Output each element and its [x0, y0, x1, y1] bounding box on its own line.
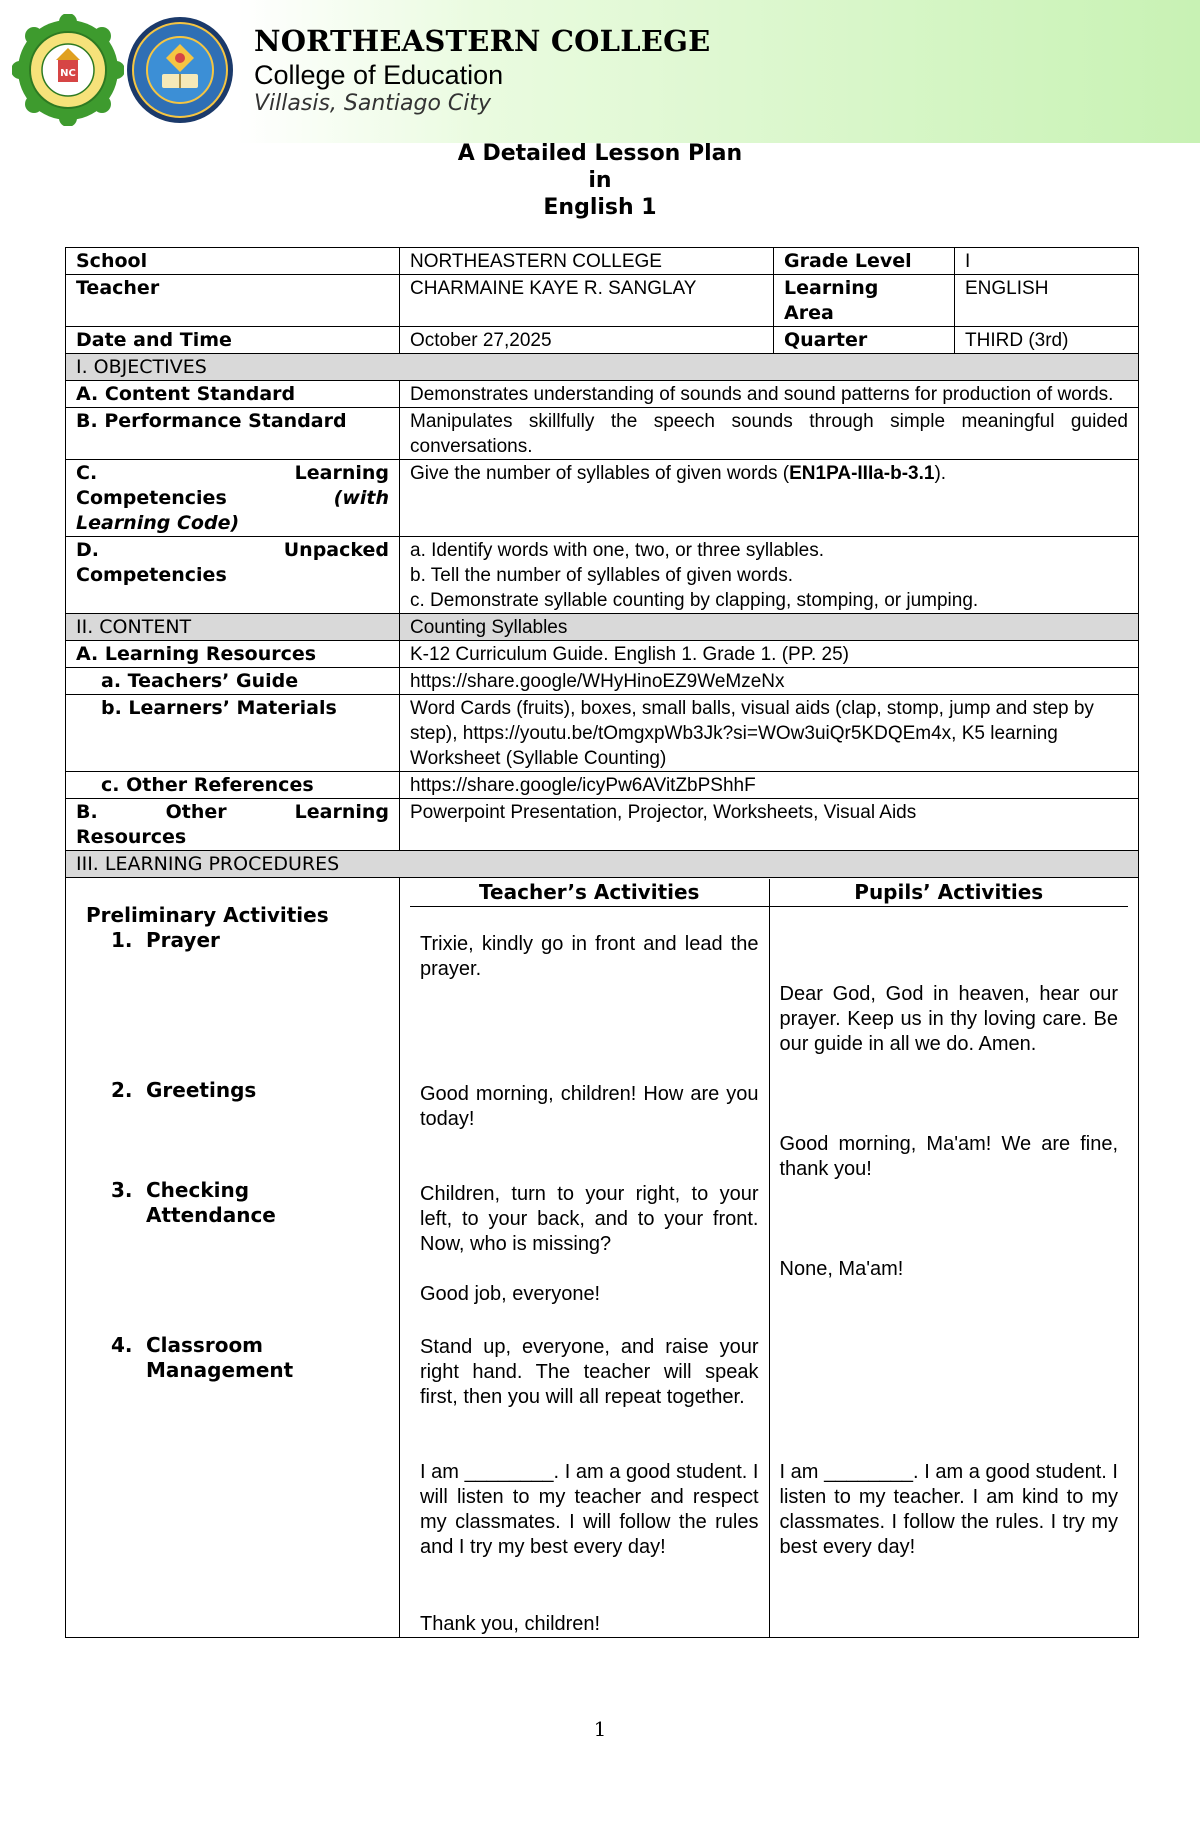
pupil-pledge: I am ________. I am a good student. I listen to my teacher. I am kind to my classmates. I follow the rules. I try my best every day! — [779, 1461, 1118, 1558]
learning-resources-row — [66, 641, 1139, 668]
school-row — [66, 248, 1139, 275]
performance-standard-value: Manipulates skillfully the speech sounds through simple meaningful guided conversations. — [400, 408, 1139, 460]
title-line-1: A Detailed Lesson Plan — [457, 141, 743, 166]
pupil-attendance: None, Ma'am! — [779, 1258, 904, 1280]
step-label: Prayer — [146, 928, 220, 952]
competency-label-c: Competencies — [76, 487, 227, 509]
objectives-heading-row — [66, 354, 1139, 381]
content-standard-value: Demonstrates understanding of sounds and sound patterns for production of words. — [400, 381, 1139, 408]
unpacked-label-c: Competencies — [76, 564, 227, 586]
unpacked-item: c. Demonstrate syllable counting by clapping, stomping, or jumping. — [410, 590, 979, 611]
college-name: NORTHEASTERN COLLEGE — [254, 24, 711, 58]
step-number: 4. — [111, 1333, 133, 1357]
teachers-guide-label: a. Teachers’ Guide — [66, 668, 400, 695]
school-value: NORTHEASTERN COLLEGE — [400, 248, 774, 275]
other-references-row — [66, 772, 1139, 799]
activities-body — [410, 907, 1128, 1637]
school-label: School — [66, 248, 400, 275]
department-name: College of Education — [254, 60, 504, 90]
teacher-activities-column — [410, 907, 770, 1637]
competency-row — [66, 460, 1139, 537]
olr-label-c: Learning — [294, 801, 389, 823]
procedures-left-column — [66, 878, 400, 1638]
competency-label-a: C. — [76, 462, 98, 484]
performance-standard-label: B. Performance Standard — [66, 408, 400, 460]
competency-text: Give the number of syllables of given words ( — [410, 463, 790, 484]
step-number: 2. — [111, 1078, 133, 1102]
other-learning-resources-value: Powerpoint Presentation, Projector, Worksheets, Visual Aids — [400, 799, 1139, 851]
education-seal-icon — [124, 14, 236, 126]
step-label: Greetings — [146, 1078, 257, 1102]
content-standard-row — [66, 381, 1139, 408]
activities-header — [410, 879, 1128, 907]
grade-label: Grade Level — [774, 248, 955, 275]
competency-label — [66, 460, 400, 537]
unpacked-item: a. Identify words with one, two, or three syllables. — [410, 540, 824, 561]
pupil-prayer: Dear God, God in heaven, hear our prayer. Keep us in thy loving care. Be our guide in all we do. Amen. — [779, 983, 1118, 1055]
objectives-heading: I. OBJECTIVES — [66, 354, 1139, 381]
teacher-greetings: Good morning, children! How are you today! — [420, 1083, 759, 1130]
teachers-guide-link[interactable]: https://share.google/WHyHinoEZ9WeMzeNx — [400, 668, 1139, 695]
olr-label-b: Other — [165, 801, 227, 823]
procedures-row — [66, 878, 1139, 1638]
learning-resources-label: A. Learning Resources — [66, 641, 400, 668]
content-heading-row — [66, 614, 1139, 641]
unpacked-list — [400, 537, 1139, 614]
unpacked-label — [66, 537, 400, 614]
step-number: 3. — [111, 1178, 133, 1202]
competency-text-end: ). — [934, 463, 947, 484]
step-label: Classroom Management — [146, 1333, 294, 1382]
step-greetings — [76, 1078, 379, 1103]
olr-label-d: Resources — [76, 826, 187, 848]
teacher-pledge: I am ________. I am a good student. I will listen to my teacher and respect my classmates. I will follow the rules and I try my best every day! — [420, 1461, 759, 1558]
teacher-row — [66, 275, 1139, 327]
preliminary-activities-label: Preliminary Activities — [86, 903, 329, 927]
teachers-guide-row — [66, 668, 1139, 695]
other-learning-resources-label — [66, 799, 400, 851]
unpacked-item: b. Tell the number of syllables of given words. — [410, 565, 794, 586]
page-number: 1 — [593, 1717, 607, 1741]
other-references-link[interactable]: https://share.google/icyPw6AVitZbPShhF — [400, 772, 1139, 799]
teacher-attendance: Children, turn to your right, to your left, to your back, and to your front. Now, who is missing? — [420, 1183, 759, 1255]
document-title — [0, 140, 1200, 221]
learners-materials-label: b. Learners’ Materials — [66, 695, 400, 772]
content-topic: Counting Syllables — [400, 614, 1139, 641]
title-line-3: English 1 — [543, 195, 657, 220]
grade-value: I — [955, 248, 1139, 275]
teacher-prayer: Trixie, kindly go in front and lead the prayer. — [420, 933, 759, 980]
teacher-attendance-praise: Good job, everyone! — [420, 1283, 601, 1305]
content-heading: II. CONTENT — [66, 614, 400, 641]
procedures-heading-row — [66, 851, 1139, 878]
area-label-line-2: Area — [784, 302, 834, 324]
step-classroom-management — [76, 1333, 349, 1383]
competency-label-e: Learning Code) — [76, 512, 240, 534]
quarter-label: Quarter — [774, 327, 955, 354]
unpacked-label-b: Unpacked — [283, 539, 389, 561]
lesson-plan-table — [65, 247, 1139, 1638]
procedures-heading: III. LEARNING PROCEDURES — [66, 851, 1139, 878]
teacher-value: CHARMAINE KAYE R. SANGLAY — [400, 275, 774, 327]
pupil-activities-column — [770, 907, 1129, 1637]
other-learning-resources-row — [66, 799, 1139, 851]
learning-resources-value: K-12 Curriculum Guide. English 1. Grade 1. (PP. 25) — [400, 641, 1139, 668]
unpacked-row — [66, 537, 1139, 614]
learners-materials-row — [66, 695, 1139, 772]
step-prayer — [76, 928, 379, 953]
college-location: Villasis, Santiago City — [254, 91, 492, 116]
competency-code: EN1PA-IIIa-b-3.1 — [789, 463, 935, 484]
area-value: ENGLISH — [955, 275, 1139, 327]
title-line-2: in — [588, 168, 612, 193]
olr-label-a: B. — [76, 801, 98, 823]
pupil-activities-header: Pupils’ Activities — [854, 880, 1044, 904]
quarter-value: THIRD (3rd) — [955, 327, 1139, 354]
area-label — [774, 275, 955, 327]
area-label-line-1: Learning — [784, 277, 879, 299]
learners-materials-value: Word Cards (fruits), boxes, small balls, visual aids (clap, stomp, jump and step by step), https://youtu.be/tOmgxpWb3Jk?si=WOw3uiQr5KDQEm4x, K5 learning Worksheet (Syllable Counting) — [400, 695, 1139, 772]
competency-label-d: (with — [333, 487, 389, 509]
page-header — [0, 0, 1200, 143]
date-label: Date and Time — [66, 327, 400, 354]
unpacked-label-a: D. — [76, 539, 99, 561]
other-references-label: c. Other References — [66, 772, 400, 799]
performance-standard-row — [66, 408, 1139, 460]
teacher-thanks: Thank you, children! — [420, 1613, 601, 1635]
pupil-greetings: Good morning, Ma'am! We are fine, thank you! — [779, 1133, 1118, 1180]
teacher-management: Stand up, everyone, and raise your right hand. The teacher will speak first, then you will all repeat together. — [420, 1336, 759, 1408]
step-number: 1. — [111, 928, 133, 952]
content-standard-label: A. Content Standard — [66, 381, 400, 408]
teacher-activities-header: Teacher’s Activities — [410, 879, 770, 906]
step-label: Checking Attendance — [146, 1178, 276, 1227]
date-value: October 27,2025 — [400, 327, 774, 354]
college-seal-icon — [12, 14, 124, 126]
teacher-label: Teacher — [66, 275, 400, 327]
activities-columns — [400, 878, 1139, 1638]
competency-value — [400, 460, 1139, 537]
date-row — [66, 327, 1139, 354]
competency-label-b: Learning — [294, 462, 389, 484]
step-attendance — [76, 1178, 329, 1228]
svg-text:NC: NC — [60, 68, 76, 79]
